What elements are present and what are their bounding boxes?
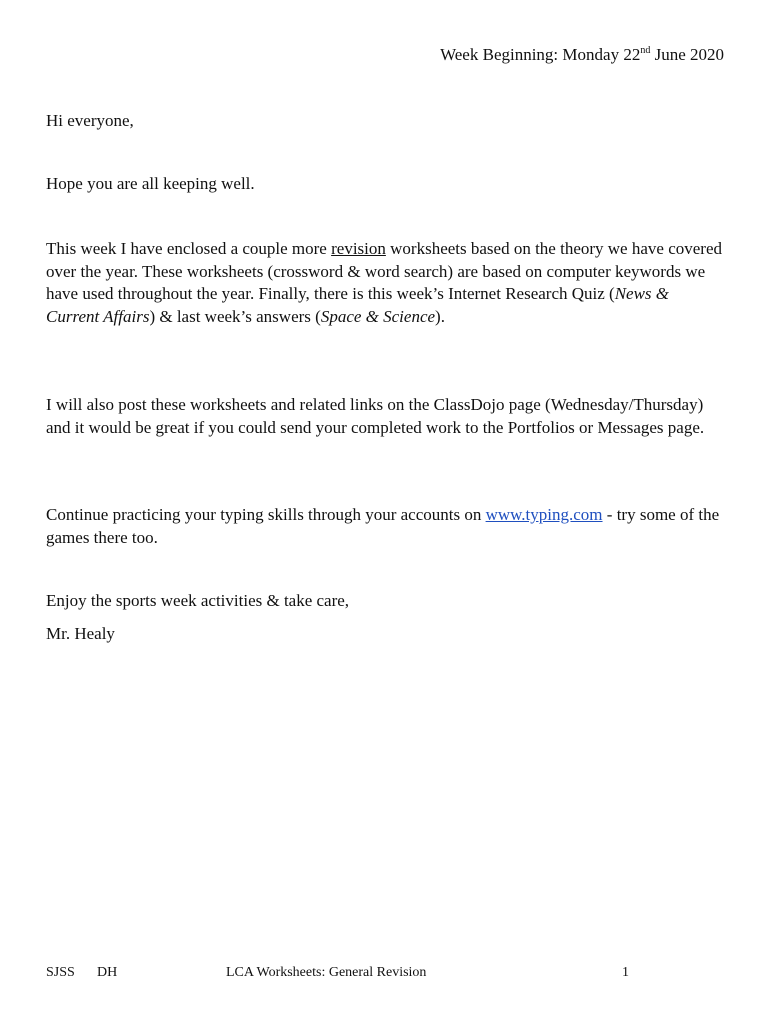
worksheets-text-1: This week I have enclosed a couple more — [46, 239, 332, 258]
typing-text-1: Continue practicing your typing skills through your accounts on — [46, 505, 486, 524]
wellbeing-line: Hope you are all keeping well. — [46, 174, 255, 193]
typing-paragraph — [46, 504, 726, 549]
footer-title: LCA Worksheets: General Revision — [226, 965, 427, 980]
footer-initials: DH — [97, 965, 118, 980]
quiz-topic: News & Current Affairs — [46, 284, 670, 326]
date-suffix: June 2020 — [650, 45, 724, 64]
worksheets-text-3: ) & last week’s answers ( — [149, 306, 321, 326]
greeting: Hi everyone, — [46, 111, 134, 130]
revision-underlined: revision — [331, 239, 386, 258]
date-prefix: Week Beginning: Monday 22 — [440, 45, 641, 64]
footer-school: SJSS — [46, 965, 75, 980]
date-ordinal-suffix: nd — [640, 45, 651, 56]
signature: Mr. Healy — [46, 624, 115, 643]
closing-line: Enjoy the sports week activities & take care, — [46, 591, 350, 610]
week-beginning-date — [440, 44, 724, 66]
worksheets-paragraph — [46, 238, 726, 328]
typing-website-link[interactable]: www.typing.com — [485, 505, 603, 524]
answers-topic: Space & Science — [320, 306, 436, 326]
typing-text-2: - try some of the games there too. — [46, 505, 720, 547]
classdojo-paragraph: I will also post these worksheets and related links on the ClassDojo page (Wednesday/Thursday) and it would be great if you could send your completed work to the Portfolios or Messages page. — [46, 395, 705, 437]
worksheets-text-2: worksheets based on the theory we have covered over the year. These worksheets (crossword & word search) are based on computer keywords we have used throughout the year. Finally, there is this week’s Internet Research Quiz ( — [46, 239, 722, 303]
footer-page-number: 1 — [622, 965, 629, 980]
worksheets-text-4: ). — [435, 306, 445, 326]
